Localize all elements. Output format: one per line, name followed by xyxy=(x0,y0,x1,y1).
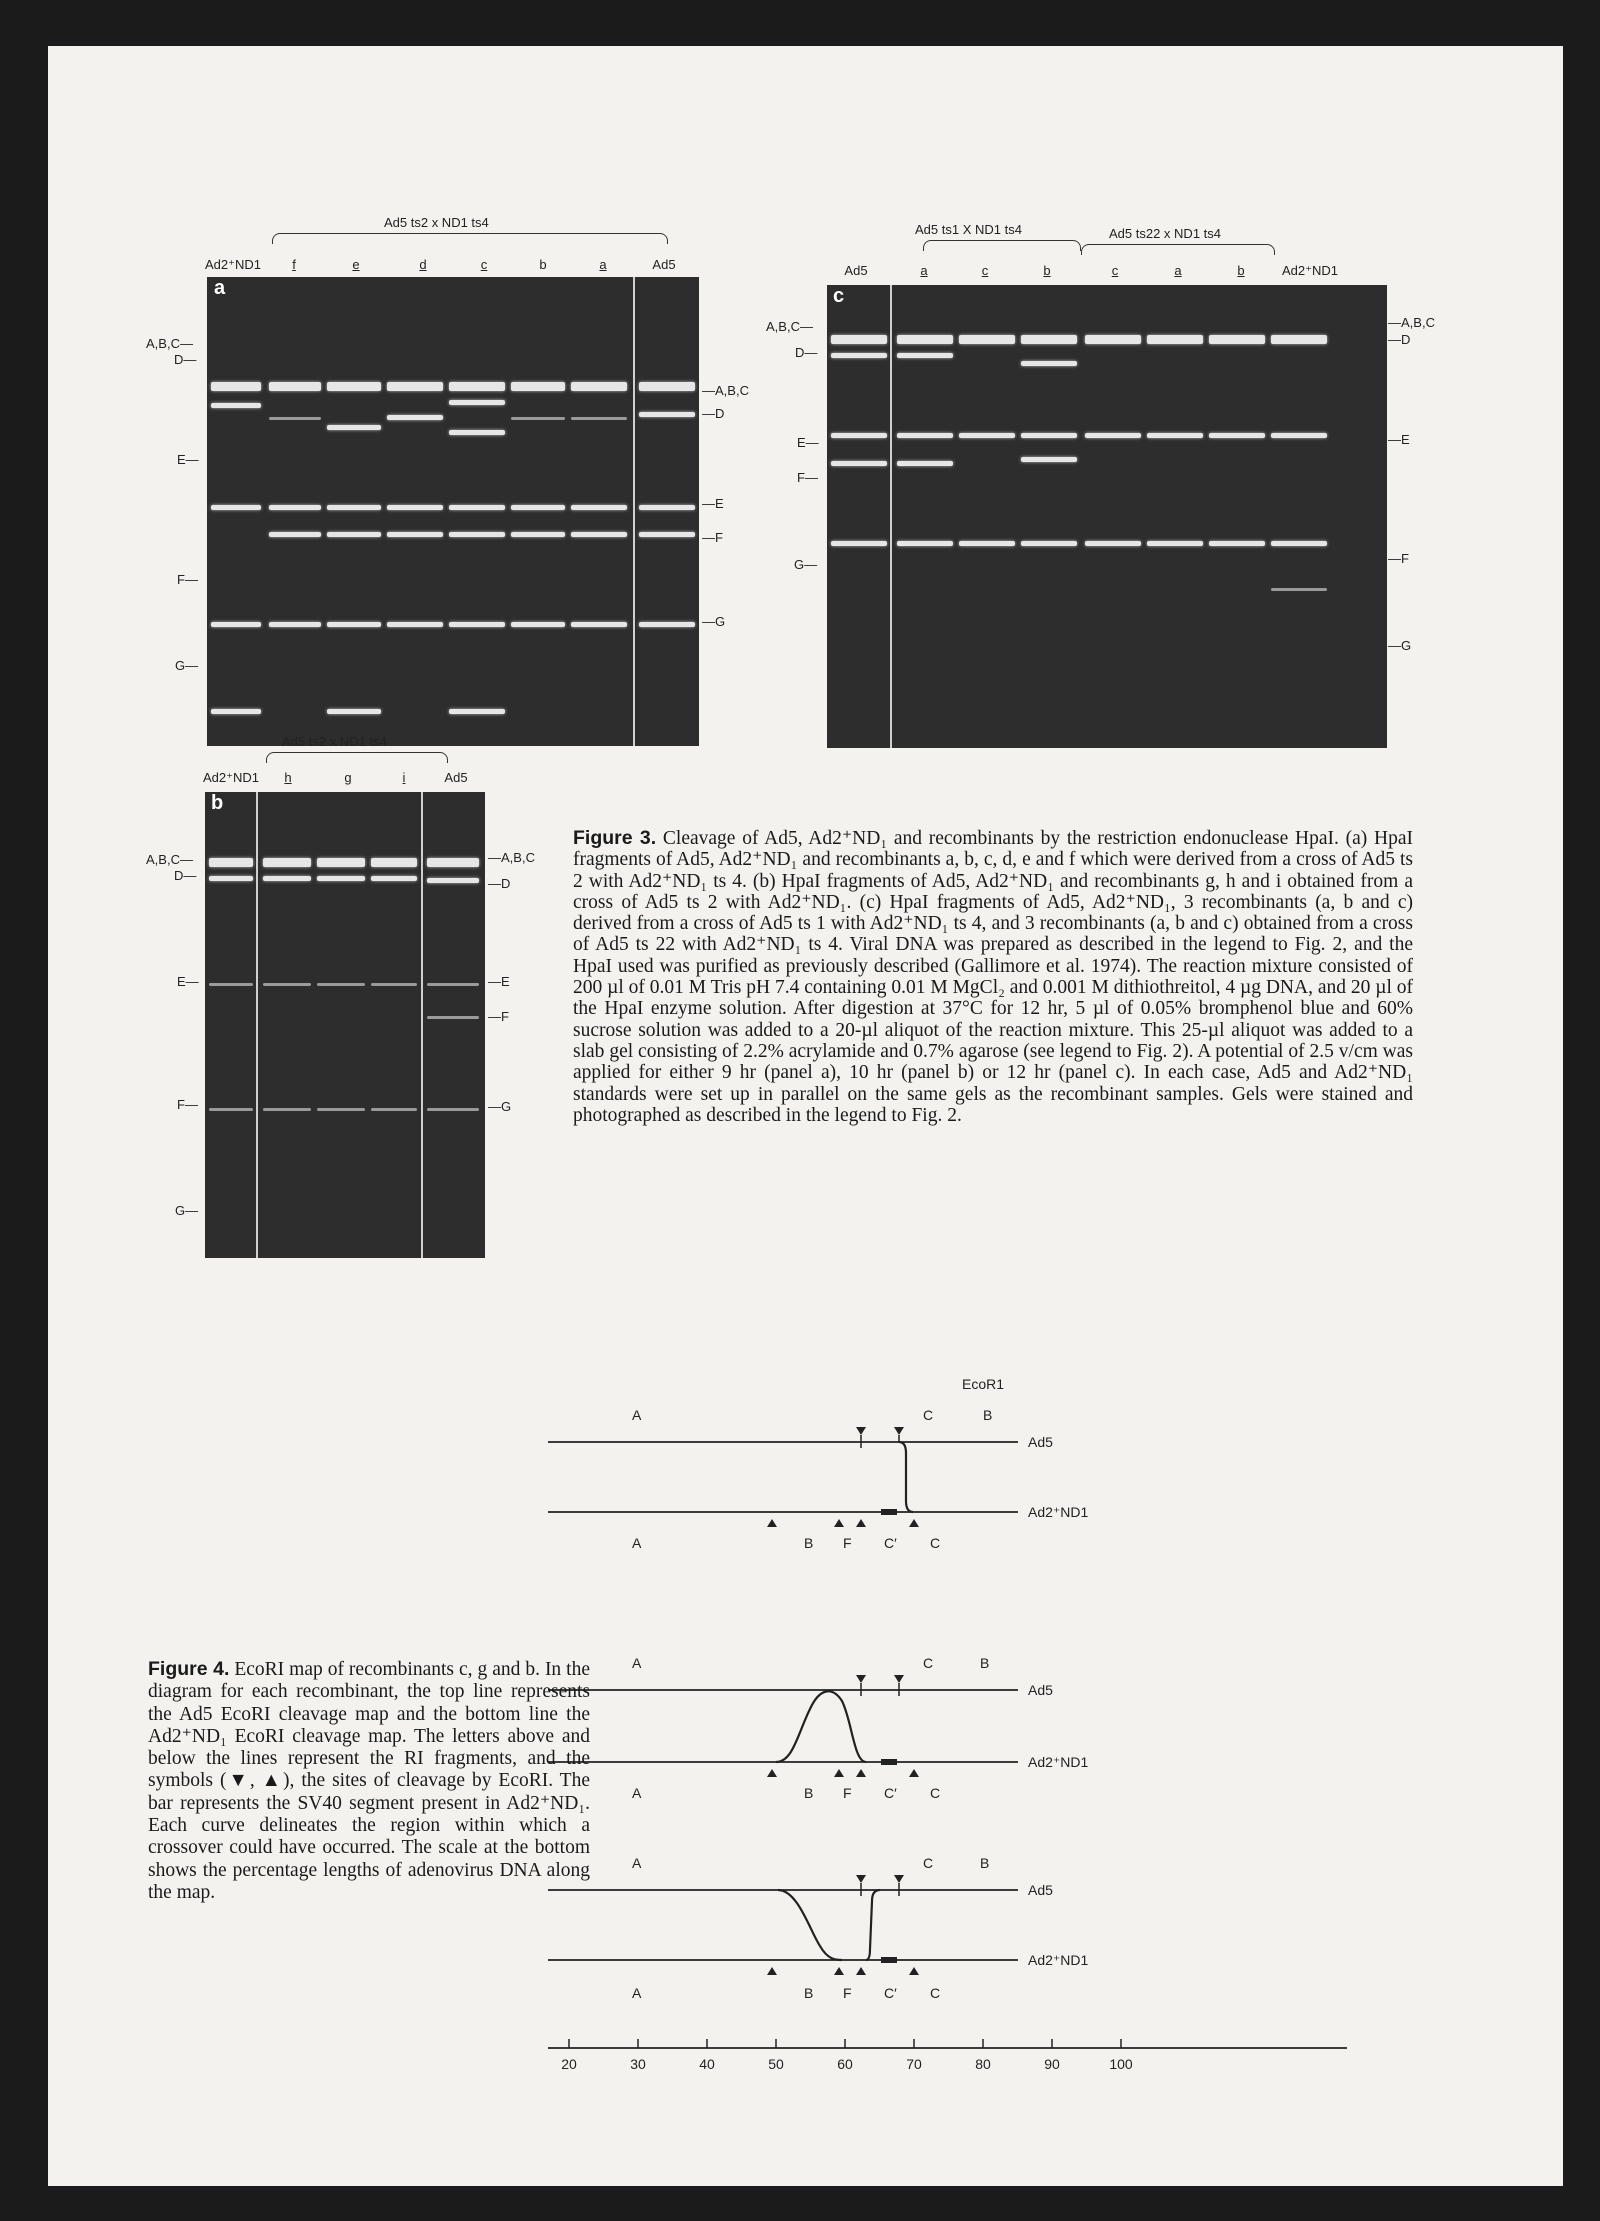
fragment-label: C xyxy=(923,1855,934,1871)
fragment-label: C xyxy=(930,1985,941,2001)
fragment-label: B xyxy=(804,1785,814,1801)
marker-left: D— xyxy=(174,868,197,883)
fragment-label: B xyxy=(983,1407,993,1423)
line-label-ad2nd1: Ad2⁺ND1 xyxy=(1028,1754,1089,1770)
marker-right: —F xyxy=(702,530,723,545)
fragment-label: C xyxy=(930,1785,941,1801)
fragment-label: C′ xyxy=(884,1785,897,1801)
scale-tick: 20 xyxy=(561,2056,577,2072)
marker-left: D— xyxy=(174,352,197,367)
scale-tick: 80 xyxy=(975,2056,991,2072)
rec-c-diagram xyxy=(548,1407,1089,1551)
marker-right: —G xyxy=(1388,638,1412,653)
lane-label: a xyxy=(920,263,928,278)
lane-label: Ad5 xyxy=(652,257,676,272)
fragment-label: B xyxy=(980,1855,990,1871)
marker-right: —D xyxy=(702,406,725,421)
marker-right: —D xyxy=(1388,332,1411,347)
rec-g-diagram xyxy=(548,1655,1089,1801)
lane-label: c xyxy=(1111,263,1119,278)
lane-label: a xyxy=(599,257,607,272)
scale-tick: 70 xyxy=(906,2056,922,2072)
panel-letter: c xyxy=(833,285,845,307)
lane-label: Ad2⁺ND1 xyxy=(203,770,259,785)
scale-tick: 60 xyxy=(837,2056,853,2072)
figure4-ecori-map xyxy=(548,1371,1508,2111)
line-label-ad2nd1: Ad2⁺ND1 xyxy=(1028,1504,1089,1520)
map-title: EcoR1 xyxy=(961,1376,1005,1392)
marker-left: E— xyxy=(177,452,199,467)
cross-bracket xyxy=(1081,244,1275,255)
line-label-ad2nd1: Ad2⁺ND1 xyxy=(1028,1952,1089,1968)
marker-left: G— xyxy=(175,658,199,673)
fragment-label: A xyxy=(632,1407,642,1423)
marker-right: —A,B,C xyxy=(1388,315,1435,330)
marker-left: G— xyxy=(794,557,818,572)
marker-right: —A,B,C xyxy=(488,850,535,865)
marker-right: —A,B,C xyxy=(702,383,749,398)
lane-label: d xyxy=(419,257,427,272)
cross-label: Ad5 ts22 x ND1 ts4 xyxy=(1109,226,1221,241)
marker-left: F— xyxy=(177,572,198,587)
marker-right: —F xyxy=(1388,551,1409,566)
fragment-label: A xyxy=(632,1535,642,1551)
fragment-label: F xyxy=(843,1535,852,1551)
lane-label: f xyxy=(292,257,296,272)
marker-right: —E xyxy=(1388,432,1410,447)
marker-right: —F xyxy=(488,1009,509,1024)
caption-title: Figure 4. xyxy=(148,1658,230,1680)
lane-label: b xyxy=(539,257,547,272)
fragment-label: C xyxy=(930,1535,941,1551)
marker-left: E— xyxy=(177,974,199,989)
scale-tick: 100 xyxy=(1109,2056,1133,2072)
scale-tick: 30 xyxy=(630,2056,646,2072)
caption-title: Figure 3. xyxy=(573,827,657,849)
fragment-label: F xyxy=(843,1985,852,2001)
rec-b-diagram xyxy=(548,1855,1089,2001)
lane-label: g xyxy=(344,770,352,785)
fragment-label: A xyxy=(632,1655,642,1671)
lane-label: Ad5 xyxy=(444,770,468,785)
scale-tick: 90 xyxy=(1044,2056,1060,2072)
marker-right: —D xyxy=(488,876,511,891)
fragment-label: C xyxy=(923,1407,934,1423)
cross-bracket xyxy=(266,752,448,763)
line-label-ad5: Ad5 xyxy=(1028,1434,1053,1450)
cross-bracket xyxy=(923,240,1081,251)
scale-tick: 40 xyxy=(699,2056,715,2072)
figure4-caption xyxy=(148,1658,590,1904)
marker-left: A,B,C— xyxy=(146,852,193,867)
lane-label: c xyxy=(480,257,488,272)
marker-left: A,B,C— xyxy=(146,336,193,351)
marker-left: A,B,C— xyxy=(766,319,813,334)
gel-image xyxy=(827,285,1387,748)
line-label-ad5: Ad5 xyxy=(1028,1882,1053,1898)
marker-left: F— xyxy=(177,1097,198,1112)
lane-label: Ad5 xyxy=(844,263,868,278)
fragment-label: A xyxy=(632,1785,642,1801)
cross-bracket xyxy=(272,233,668,244)
lane-label: c xyxy=(981,263,989,278)
marker-right: —E xyxy=(702,496,724,511)
fragment-label: B xyxy=(980,1655,990,1671)
cross-label: Ad5 ts2 x ND1 ts4 xyxy=(384,215,489,230)
gel-image xyxy=(207,277,699,746)
marker-right: —E xyxy=(488,974,510,989)
fragment-label: F xyxy=(843,1785,852,1801)
fragment-label: C xyxy=(923,1655,934,1671)
lane-label: h xyxy=(284,770,292,785)
caption-text: Cleavage of Ad5, Ad2⁺ND₁ and recombinants by the restriction endonuclease HpaI. (a) HpaI fragments of Ad5, Ad2⁺ND₁ and recombinants a, b, c, d, e and f which were derived from a cross of Ad5 ts 2 with Ad2⁺ND₁ ts 4. (b) HpaI fragments of Ad5, Ad2⁺ND₁ and recombinants g, h and i obtained from a cross of Ad5 ts 2 with Ad2⁺ND₁. (c) HpaI fragments of Ad5, Ad2⁺ND₁, 3 recombinants (a, b and c) derived from a cross of Ad5 ts 1 with Ad2⁺ND₁ ts 4, and 3 recombinants (a, b and c) obtained from a cross of Ad5 ts 22 with Ad2⁺ND₁ ts 4. Viral DNA was prepared as described in the legend to Fig. 2, and the HpaI used was purified as previously described (Gallimore et al. 1974). The reaction mixture consisted of 200 µl of 0.01 M Tris pH 7.4 containing 0.01 M MgCl₂ and 0.001 M dithiothreitol, 4 µg DNA, and 20 µl of the HpaI enzyme solution. After digestion at 37°C for 12 hr, 5 µl of 0.05% bromphenol blue and 60% sucrose solution was added to a 20-µl aliquot of the reaction mixture. This 25-µl aliquot was added to a slab gel consisting of 2.2% acrylamide and 0.7% agarose (see legend to Fig. 2). A potential of 2.5 v/cm was applied for either 9 hr (panel a), 10 hr (panel b) or 12 hr (panel c). In each case, Ad5 and Ad2⁺ND₁ standards were set up in parallel on the same gels as the recombinant samples. Gels were stained and photographed as described in the legend to Fig. 2. xyxy=(573,828,1414,1126)
fragment-label: C′ xyxy=(884,1985,897,2001)
caption-text: EcoRI map of recombinants c, g and b. In the diagram for each recombinant, the top line represents the Ad5 EcoRI cleavage map and the bottom line the Ad2⁺ND₁ EcoRI cleavage map. The letters above and below the lines represent the RI fragments, and the symbols (▼, ▲), the sites of cleavage by EcoRI. The bar represents the SV40 segment present in Ad2⁺ND₁. Each curve delineates the region within which a crossover could have occurred. The scale at the bottom shows the percentage lengths of adenovirus DNA along the map. xyxy=(148,1659,590,1903)
marker-right: —G xyxy=(488,1099,512,1114)
fragment-label: C′ xyxy=(884,1535,897,1551)
cross-label: Ad5 ts2 x ND1 ts4 xyxy=(282,734,387,749)
cross-label: Ad5 ts1 X ND1 ts4 xyxy=(915,222,1022,237)
panel-letter: a xyxy=(214,277,226,299)
panel-letter: b xyxy=(211,792,224,814)
scale-axis xyxy=(548,2039,1347,2072)
figure3-caption xyxy=(573,828,1413,1126)
fragment-label: B xyxy=(804,1985,814,2001)
marker-left: F— xyxy=(797,470,818,485)
gel-image xyxy=(205,792,485,1258)
marker-right: —G xyxy=(702,614,726,629)
marker-left: D— xyxy=(795,345,818,360)
lane-label: i xyxy=(402,770,406,785)
fragment-label: B xyxy=(804,1535,814,1551)
fragment-label: A xyxy=(632,1855,642,1871)
lane-label: Ad2⁺ND1 xyxy=(205,257,261,272)
line-label-ad5: Ad5 xyxy=(1028,1682,1053,1698)
lane-label: b xyxy=(1043,263,1051,278)
lane-label: Ad2⁺ND1 xyxy=(1282,263,1338,278)
scale-tick: 50 xyxy=(768,2056,784,2072)
lane-label: e xyxy=(352,257,360,272)
lane-label: a xyxy=(1174,263,1182,278)
page xyxy=(48,46,1563,2186)
marker-left: G— xyxy=(175,1203,199,1218)
fragment-label: A xyxy=(632,1985,642,2001)
marker-left: E— xyxy=(797,435,819,450)
lane-label: b xyxy=(1237,263,1245,278)
